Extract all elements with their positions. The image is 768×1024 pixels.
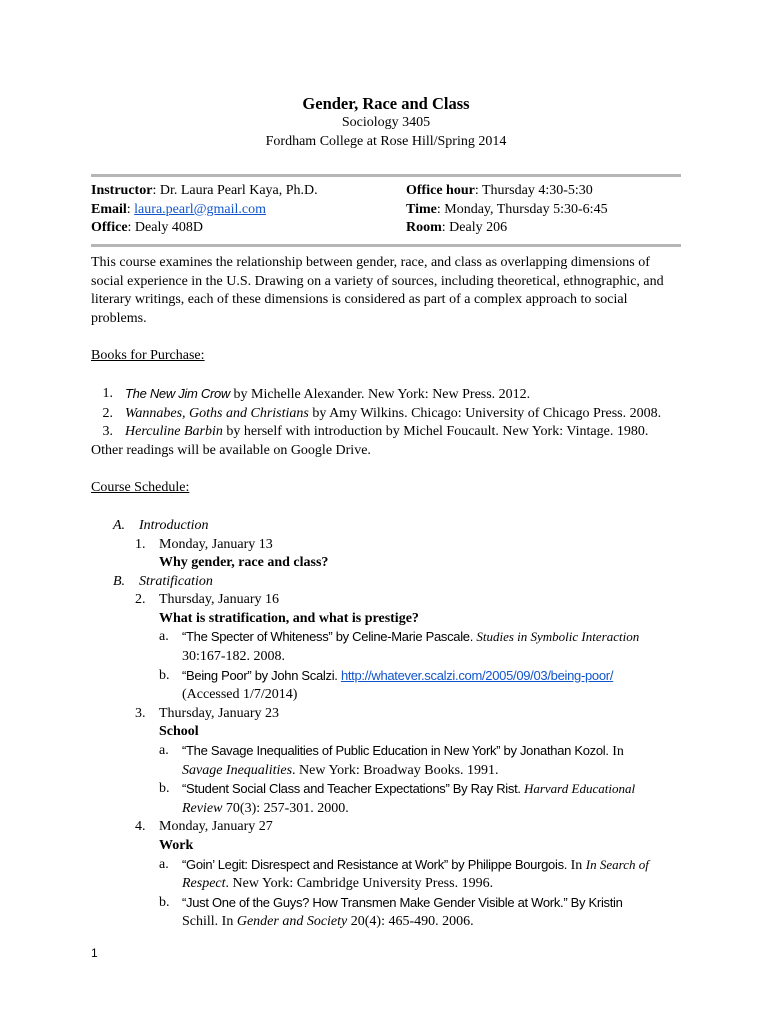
session-number: 1. <box>135 536 146 552</box>
session-topic: Work <box>159 838 194 853</box>
reading-text <box>182 894 681 932</box>
session-date: Monday, January 13 <box>159 536 273 552</box>
reading-details: . New York: Cambridge University Press. 1996. <box>225 876 494 892</box>
email-label: Email <box>91 201 127 217</box>
reading-citation: “Student Social Class and Teacher Expectations” By Ray Rist. <box>182 781 521 797</box>
page-number: 1 <box>91 946 98 960</box>
time-label: Time <box>406 201 437 217</box>
office-hour-value: : Thursday 4:30-5:30 <box>474 183 593 199</box>
book-title: Wannabes, Goths and Christians <box>125 405 309 421</box>
book-details: by Michelle Alexander. New York: New Press. 2012. <box>230 386 531 402</box>
book-item <box>91 405 681 424</box>
reading-details: 70(3): 257-301. 2000. <box>222 800 349 816</box>
reading-text <box>182 856 681 894</box>
unit-stratification <box>91 573 681 592</box>
email-separator: : <box>126 201 135 217</box>
syllabus-page <box>91 94 681 932</box>
book-entry <box>125 423 648 442</box>
books-heading: Books for Purchase: <box>91 348 205 364</box>
reading-marker: a. <box>159 743 169 759</box>
session-date: Monday, January 27 <box>159 819 273 835</box>
reading-item <box>91 856 681 894</box>
reading-marker: a. <box>159 629 169 645</box>
reading-item <box>91 742 681 780</box>
reading-book: Savage Inequalities <box>182 762 293 778</box>
reading-item <box>91 894 681 932</box>
reading-citation: “Just One of the Guys? How Transmen Make Gender Visible at Work.” By Kristin <box>182 894 623 910</box>
info-right-column <box>406 182 681 238</box>
session-number: 2. <box>135 592 146 608</box>
reading-item <box>91 780 681 818</box>
reading-author: Schill. In <box>182 914 237 930</box>
reading-details: . New York: Broadway Books. 1991. <box>292 762 499 778</box>
office-label: Office <box>91 220 128 236</box>
session-date: Thursday, January 23 <box>159 705 280 721</box>
book-item <box>91 423 681 442</box>
reading-text <box>182 667 681 705</box>
reading-book-cont: Respect <box>182 876 226 892</box>
office-hour-label: Office hour <box>406 183 475 199</box>
unit-letter: B. <box>113 573 126 589</box>
book-details: by herself with introduction by Michel Foucault. New York: Vintage. 1980. <box>222 424 649 440</box>
books-list <box>91 385 681 460</box>
email-line <box>91 201 406 220</box>
book-entry <box>125 385 530 405</box>
reading-journal-cont: Review <box>182 800 223 816</box>
instructor-line <box>91 182 406 201</box>
schedule-heading: Course Schedule: <box>91 480 190 496</box>
instructor-label: Instructor <box>91 183 153 199</box>
reading-item <box>91 667 681 705</box>
course-info-block <box>91 177 681 242</box>
bottom-divider <box>91 244 681 247</box>
reading-details: 20(4): 465-490. 2006. <box>347 914 474 930</box>
unit-label: Introduction <box>139 517 209 533</box>
reading-accessed: (Accessed 1/7/2014) <box>182 687 298 703</box>
email-link[interactable]: laura.pearl@gmail.com <box>134 201 267 217</box>
course-title: Gender, Race and Class <box>302 94 470 113</box>
office-value: : Dealy 408D <box>127 220 203 236</box>
session-1 <box>91 536 681 555</box>
reading-journal: Harvard Educational <box>520 781 636 797</box>
reading-citation: “Being Poor” by John Scalzi. <box>182 667 341 683</box>
session-number: 4. <box>135 819 146 835</box>
book-number: 1. <box>102 385 113 401</box>
reading-journal: Studies in Symbolic Interaction <box>476 629 640 645</box>
book-title: Herculine Barbin <box>125 424 223 440</box>
room-label: Room <box>406 220 442 236</box>
book-number: 3. <box>102 424 113 440</box>
reading-marker: b. <box>159 894 170 910</box>
book-details: by Amy Wilkins. Chicago: University of Chicago Press. 2008. <box>308 405 662 421</box>
reading-citation: “The Savage Inequalities of Public Education in New York” by Jonathan Kozol. <box>182 743 609 759</box>
session-topic: What is stratification, and what is prestige? <box>159 610 419 626</box>
course-description: This course examines the relationship between gender, race, and class as overlapping dimensions of social experience in the U.S. Drawing on a variety of sources, including theoretical, ethnographic, and literary writings, each of these dimensions is considered as part of a complex approach to social problems. <box>91 254 664 326</box>
book-title: The New Jim Crow <box>125 385 230 401</box>
office-hour-line <box>406 182 681 201</box>
books-note: Other readings will be available on Google Drive. <box>91 442 371 458</box>
reading-text <box>182 742 681 780</box>
reading-citation: “Goin’ Legit: Disrespect and Resistance at Work” by Philippe Bourgois. <box>182 856 568 872</box>
reading-journal: Gender and Society <box>236 914 348 930</box>
reading-link[interactable]: http://whatever.scalzi.com/2005/09/03/being-poor/ <box>340 667 614 683</box>
session-3 <box>91 705 681 724</box>
reading-details: 30:167-182. 2008. <box>182 649 286 665</box>
office-line <box>91 219 406 238</box>
room-value: : Dealy 206 <box>441 220 508 236</box>
book-number: 2. <box>102 405 113 421</box>
session-4 <box>91 818 681 837</box>
reading-item <box>91 628 681 666</box>
info-left-column <box>91 182 406 238</box>
unit-letter: A. <box>113 517 126 533</box>
reading-book: In Search of <box>585 856 649 872</box>
session-topic: Why gender, race and class? <box>159 555 329 571</box>
book-item <box>91 385 681 405</box>
time-value: : Monday, Thursday 5:30-6:45 <box>436 201 608 217</box>
course-schedule <box>91 517 681 932</box>
reading-text <box>182 780 681 818</box>
course-number: Sociology 3405 <box>341 115 431 130</box>
room-line <box>406 219 681 238</box>
time-line <box>406 201 681 220</box>
reading-in: In <box>567 857 586 873</box>
session-number: 3. <box>135 705 146 721</box>
session-2 <box>91 591 681 610</box>
book-entry <box>125 405 661 424</box>
unit-introduction <box>91 517 681 536</box>
instructor-value: : Dr. Laura Pearl Kaya, Ph.D. <box>152 183 318 199</box>
reading-marker: b. <box>159 781 170 797</box>
reading-marker: a. <box>159 856 169 872</box>
session-date: Thursday, January 16 <box>159 592 280 608</box>
reading-marker: b. <box>159 667 170 683</box>
course-school-term: Fordham College at Rose Hill/Spring 2014 <box>265 133 507 149</box>
reading-in: In <box>608 744 624 760</box>
reading-text <box>182 628 681 666</box>
session-topic: School <box>159 724 199 740</box>
unit-label: Stratification <box>139 573 213 589</box>
reading-citation: “The Specter of Whiteness” by Celine-Marie Pascale. <box>182 629 477 645</box>
